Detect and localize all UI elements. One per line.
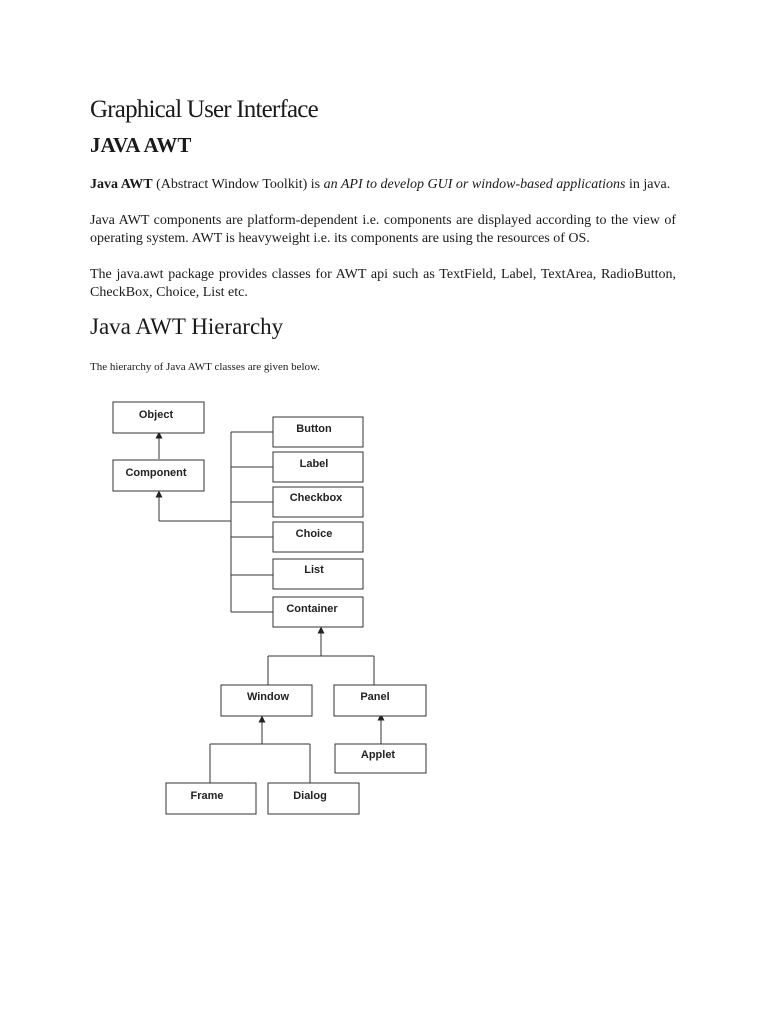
term-expansion: (Abstract Window Toolkit) is <box>152 177 324 192</box>
platform-paragraph: Java AWT components are platform-dependent i.e. components are displayed according to the view of operating system. AWT is heavyweight i.e. its components are using the resources of OS. <box>90 213 676 246</box>
dialog-label: Dialog <box>293 790 327 802</box>
choice-label: Choice <box>295 528 333 540</box>
package-paragraph: The java.awt package provides classes for AWT api such as TextField, Label, TextArea, RadioButton, CheckBox, Choice, List etc. <box>90 267 676 300</box>
hierarchy-caption: The hierarchy of Java AWT classes are given below. <box>90 361 321 373</box>
object-label: Object <box>138 409 174 421</box>
list-label: List <box>304 564 324 576</box>
label-label: Label <box>299 458 329 470</box>
panel-label: Panel <box>360 691 390 703</box>
term-java-awt: Java AWT <box>90 177 153 192</box>
checkbox-label: Checkbox <box>289 492 343 504</box>
applet-label: Applet <box>360 749 396 761</box>
component-label: Component <box>125 467 187 479</box>
page-title: Graphical User Interface <box>90 96 318 123</box>
section-title: JAVA AWT <box>90 133 192 157</box>
button-label: Button <box>296 423 332 435</box>
hierarchy-heading: Java AWT Hierarchy <box>90 314 284 339</box>
frame-label: Frame <box>190 790 224 802</box>
definition-text: an API to develop GUI or window-based applications <box>323 177 626 192</box>
window-label: Window <box>246 691 290 703</box>
intro-tail: in java. <box>625 177 671 192</box>
container-label: Container <box>286 603 338 615</box>
